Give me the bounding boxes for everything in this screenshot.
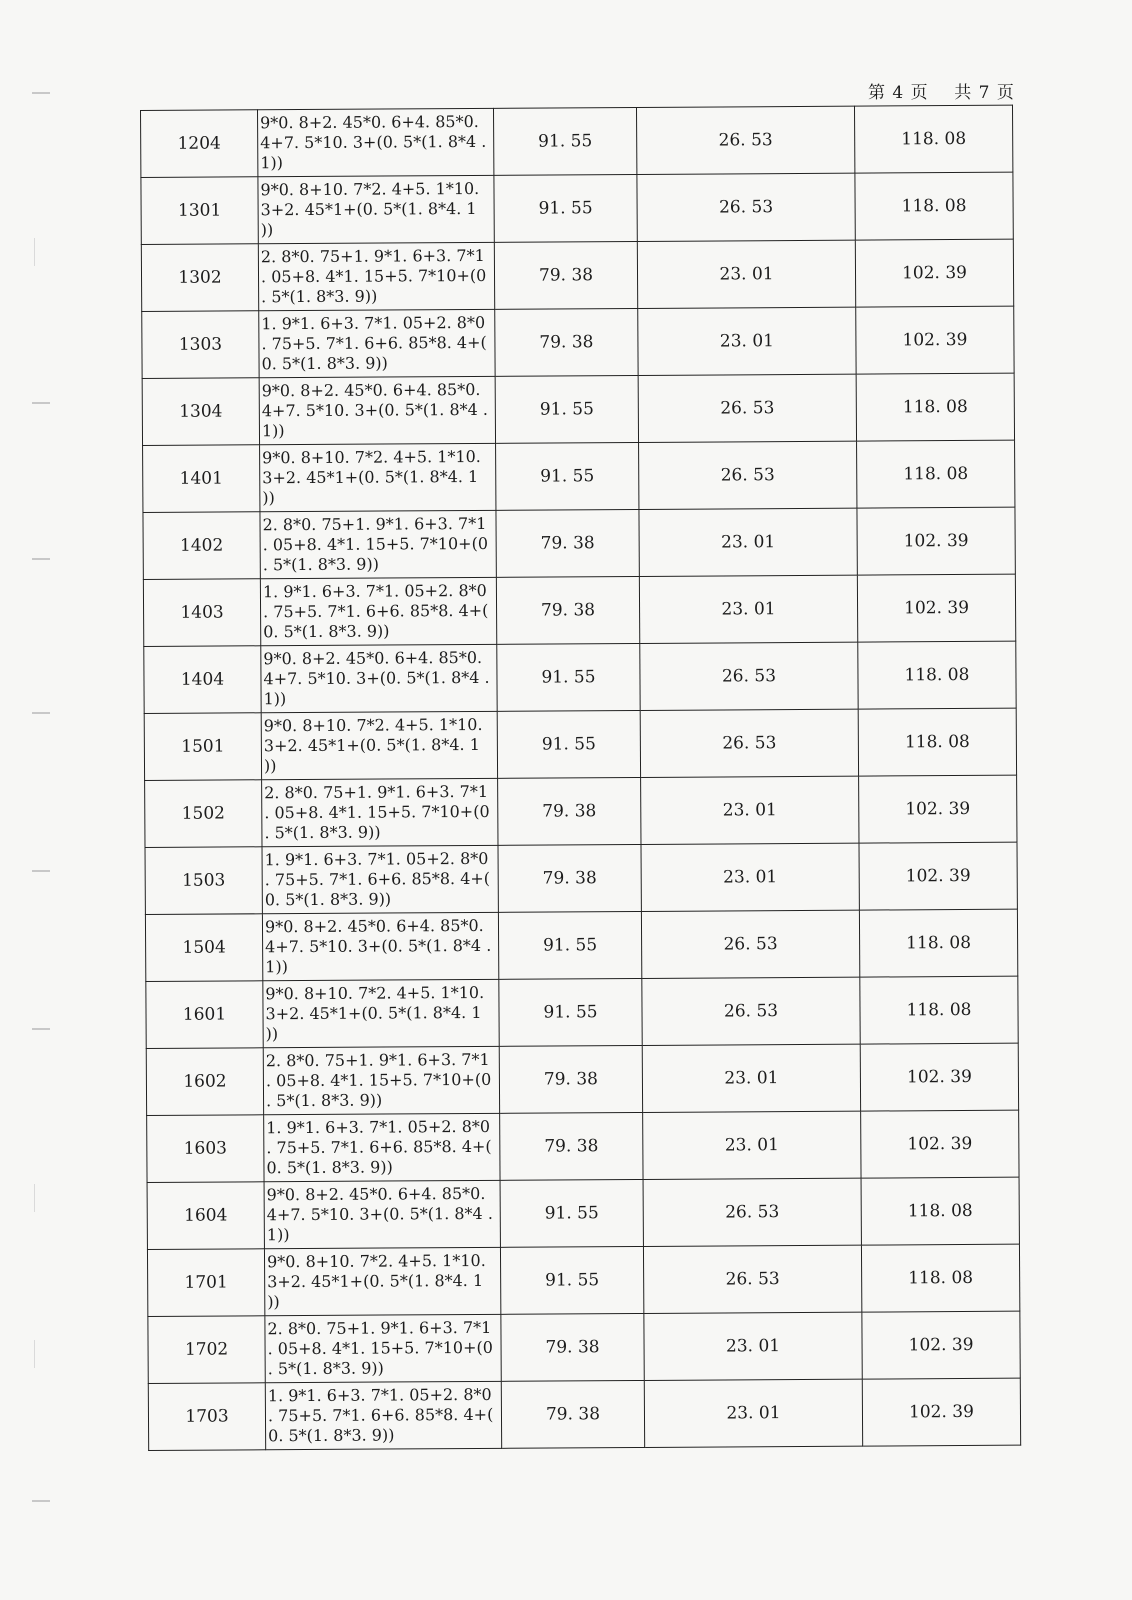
unit-number-cell: 1404 [144, 646, 261, 714]
page-number-header [868, 78, 1015, 103]
shared-area-cell: 23. 01 [644, 1379, 862, 1447]
unit-number-cell: 1502 [145, 780, 262, 848]
table-row [141, 105, 1013, 177]
table-row [143, 574, 1015, 646]
total-area-cell: 102. 39 [862, 1311, 1020, 1379]
table-row [141, 239, 1013, 311]
unit-number-cell: 1504 [145, 914, 262, 982]
shared-area-cell: 23. 01 [643, 1111, 861, 1179]
area-formula-cell: 1. 9*1. 6+3. 7*1. 05+2. 8*0 . 75+5. 7*1. 6+6. 85*8. 4+( 0. 5*(1. 8*3. 9)) [264, 1113, 500, 1181]
total-area-cell: 118. 08 [858, 641, 1016, 709]
table-row [147, 1244, 1019, 1316]
area-formula-cell: 1. 9*1. 6+3. 7*1. 05+2. 8*0 . 75+5. 7*1. 6+6. 85*8. 4+( 0. 5*(1. 8*3. 9)) [260, 577, 496, 645]
shared-area-cell: 23. 01 [639, 508, 857, 576]
shared-area-cell: 26. 53 [640, 709, 858, 777]
inner-area-cell: 91. 55 [498, 911, 641, 979]
total-area-cell: 118. 08 [854, 105, 1012, 173]
shared-area-cell: 26. 53 [638, 374, 856, 442]
total-area-cell: 118. 08 [855, 172, 1013, 240]
scan-edge-mark [32, 1500, 50, 1502]
shared-area-cell: 23. 01 [642, 1044, 860, 1112]
unit-number-cell: 1403 [143, 579, 260, 647]
scan-edge-mark [32, 870, 50, 872]
scan-edge-mark [34, 1340, 47, 1368]
total-area-cell: 102. 39 [857, 507, 1015, 575]
scan-edge-mark [32, 92, 50, 94]
unit-number-cell: 1701 [147, 1249, 264, 1317]
scan-edge-mark [32, 712, 50, 714]
scan-edge-mark [32, 402, 50, 404]
table-row [145, 909, 1017, 981]
table-row [147, 1177, 1019, 1249]
total-pages-label: 共 7 页 [954, 83, 1015, 103]
area-formula-cell: 9*0. 8+10. 7*2. 4+5. 1*10. 3+2. 45*1+(0. 5*(1. 8*4. 1 )) [260, 443, 496, 511]
inner-area-cell: 91. 55 [493, 107, 636, 175]
area-formula-cell: 9*0. 8+10. 7*2. 4+5. 1*10. 3+2. 45*1+(0. 5*(1. 8*4. 1 )) [263, 979, 499, 1047]
unit-number-cell: 1301 [141, 177, 258, 245]
unit-number-cell: 1204 [141, 110, 258, 178]
area-formula-cell: 1. 9*1. 6+3. 7*1. 05+2. 8*0 . 75+5. 7*1. 6+6. 85*8. 4+( 0. 5*(1. 8*3. 9)) [265, 1381, 501, 1449]
area-formula-cell: 9*0. 8+2. 45*0. 6+4. 85*0. 4+7. 5*10. 3+(0. 5*(1. 8*4 . 1)) [262, 912, 498, 980]
total-area-cell: 118. 08 [858, 708, 1016, 776]
unit-number-cell: 1503 [145, 847, 262, 915]
area-formula-cell: 2. 8*0. 75+1. 9*1. 6+3. 7*1 . 05+8. 4*1. 15+5. 7*10+(0 . 5*(1. 8*3. 9)) [265, 1314, 501, 1382]
inner-area-cell: 91. 55 [496, 442, 639, 510]
inner-area-cell: 79. 38 [499, 1045, 642, 1113]
unit-number-cell: 1602 [146, 1048, 263, 1116]
scan-edge-mark [32, 1028, 50, 1030]
shared-area-cell: 23. 01 [641, 776, 859, 844]
table-row [148, 1311, 1020, 1383]
total-area-cell: 102. 39 [861, 1110, 1019, 1178]
total-area-cell: 118. 08 [861, 1177, 1019, 1245]
unit-number-cell: 1303 [142, 311, 259, 379]
inner-area-cell: 79. 38 [500, 1112, 643, 1180]
total-area-cell: 102. 39 [859, 775, 1017, 843]
inner-area-cell: 79. 38 [498, 844, 641, 912]
inner-area-cell: 79. 38 [496, 509, 639, 577]
scan-edge-mark [34, 1184, 47, 1212]
unit-number-cell: 1302 [141, 244, 258, 312]
total-area-cell: 102. 39 [860, 1043, 1018, 1111]
area-formula-cell: 2. 8*0. 75+1. 9*1. 6+3. 7*1 . 05+8. 4*1. 15+5. 7*10+(0 . 5*(1. 8*3. 9)) [258, 242, 494, 310]
inner-area-cell: 79. 38 [501, 1313, 644, 1381]
unit-number-cell: 1603 [147, 1115, 264, 1183]
area-formula-cell: 2. 8*0. 75+1. 9*1. 6+3. 7*1 . 05+8. 4*1. 15+5. 7*10+(0 . 5*(1. 8*3. 9)) [263, 1046, 499, 1114]
shared-area-cell: 26. 53 [639, 441, 857, 509]
inner-area-cell: 91. 55 [500, 1179, 643, 1247]
total-area-cell: 118. 08 [856, 373, 1014, 441]
total-area-cell: 102. 39 [862, 1378, 1020, 1446]
shared-area-cell: 23. 01 [638, 307, 856, 375]
shared-area-cell: 26. 53 [640, 642, 858, 710]
unit-number-cell: 1702 [148, 1316, 265, 1384]
total-area-cell: 102. 39 [859, 842, 1017, 910]
unit-number-cell: 1501 [144, 713, 261, 781]
table-row [142, 306, 1014, 378]
shared-area-cell: 26. 53 [637, 173, 855, 241]
table-row [142, 373, 1014, 445]
inner-area-cell: 91. 55 [497, 710, 640, 778]
inner-area-cell: 91. 55 [500, 1246, 643, 1314]
total-area-cell: 102. 39 [856, 306, 1014, 374]
area-formula-cell: 9*0. 8+10. 7*2. 4+5. 1*10. 3+2. 45*1+(0. 5*(1. 8*4. 1 )) [261, 711, 497, 779]
shared-area-cell: 23. 01 [644, 1312, 862, 1380]
table-row [144, 708, 1016, 780]
area-formula-cell: 1. 9*1. 6+3. 7*1. 05+2. 8*0 . 75+5. 7*1. 6+6. 85*8. 4+( 0. 5*(1. 8*3. 9)) [262, 845, 498, 913]
inner-area-cell: 79. 38 [496, 576, 639, 644]
scan-edge-mark [34, 238, 47, 266]
table-row [146, 976, 1018, 1048]
total-area-cell: 118. 08 [859, 909, 1017, 977]
table-row [145, 842, 1017, 914]
table-row [148, 1378, 1020, 1450]
area-formula-cell: 9*0. 8+2. 45*0. 6+4. 85*0. 4+7. 5*10. 3+(0. 5*(1. 8*4 . 1)) [259, 376, 495, 444]
unit-number-cell: 1601 [146, 981, 263, 1049]
inner-area-cell: 91. 55 [497, 643, 640, 711]
scan-edge-mark [32, 558, 50, 560]
unit-number-cell: 1703 [148, 1383, 265, 1451]
inner-area-cell: 79. 38 [495, 308, 638, 376]
area-calculation-table [140, 105, 1021, 1451]
table-body [141, 105, 1021, 1450]
shared-area-cell: 26. 53 [641, 910, 859, 978]
inner-area-cell: 91. 55 [495, 375, 638, 443]
area-formula-cell: 2. 8*0. 75+1. 9*1. 6+3. 7*1 . 05+8. 4*1. 15+5. 7*10+(0 . 5*(1. 8*3. 9)) [260, 510, 496, 578]
area-formula-cell: 9*0. 8+10. 7*2. 4+5. 1*10. 3+2. 45*1+(0. 5*(1. 8*4. 1 )) [258, 175, 494, 243]
table-row [144, 641, 1016, 713]
table-row [143, 507, 1015, 579]
total-area-cell: 118. 08 [857, 440, 1015, 508]
total-area-cell: 102. 39 [855, 239, 1013, 307]
unit-number-cell: 1401 [143, 445, 260, 513]
table-row [143, 440, 1015, 512]
header-gap [929, 83, 955, 103]
area-formula-cell: 9*0. 8+10. 7*2. 4+5. 1*10. 3+2. 45*1+(0. 5*(1. 8*4. 1 )) [264, 1247, 500, 1315]
unit-number-cell: 1402 [143, 512, 260, 580]
area-formula-cell: 9*0. 8+2. 45*0. 6+4. 85*0. 4+7. 5*10. 3+(0. 5*(1. 8*4 . 1)) [261, 644, 497, 712]
unit-number-cell: 1604 [147, 1182, 264, 1250]
area-formula-cell: 9*0. 8+2. 45*0. 6+4. 85*0. 4+7. 5*10. 3+(0. 5*(1. 8*4 . 1)) [258, 108, 494, 176]
shared-area-cell: 26. 53 [642, 977, 860, 1045]
shared-area-cell: 26. 53 [636, 106, 854, 174]
inner-area-cell: 91. 55 [499, 978, 642, 1046]
page-label: 第 4 页 [868, 83, 929, 103]
shared-area-cell: 26. 53 [643, 1178, 861, 1246]
table-row [145, 775, 1017, 847]
total-area-cell: 102. 39 [857, 574, 1015, 642]
table-row [141, 172, 1013, 244]
shared-area-cell: 23. 01 [637, 240, 855, 308]
shared-area-cell: 26. 53 [643, 1245, 861, 1313]
inner-area-cell: 91. 55 [494, 174, 637, 242]
total-area-cell: 118. 08 [860, 976, 1018, 1044]
inner-area-cell: 79. 38 [498, 777, 641, 845]
inner-area-cell: 79. 38 [501, 1380, 644, 1448]
shared-area-cell: 23. 01 [641, 843, 859, 911]
table-row [146, 1043, 1018, 1115]
total-area-cell: 118. 08 [861, 1244, 1019, 1312]
inner-area-cell: 79. 38 [494, 241, 637, 309]
unit-number-cell: 1304 [142, 378, 259, 446]
area-formula-cell: 1. 9*1. 6+3. 7*1. 05+2. 8*0 . 75+5. 7*1. 6+6. 85*8. 4+( 0. 5*(1. 8*3. 9)) [259, 309, 495, 377]
table-row [147, 1110, 1019, 1182]
area-formula-cell: 9*0. 8+2. 45*0. 6+4. 85*0. 4+7. 5*10. 3+(0. 5*(1. 8*4 . 1)) [264, 1180, 500, 1248]
shared-area-cell: 23. 01 [639, 575, 857, 643]
area-formula-cell: 2. 8*0. 75+1. 9*1. 6+3. 7*1 . 05+8. 4*1. 15+5. 7*10+(0 . 5*(1. 8*3. 9)) [262, 778, 498, 846]
